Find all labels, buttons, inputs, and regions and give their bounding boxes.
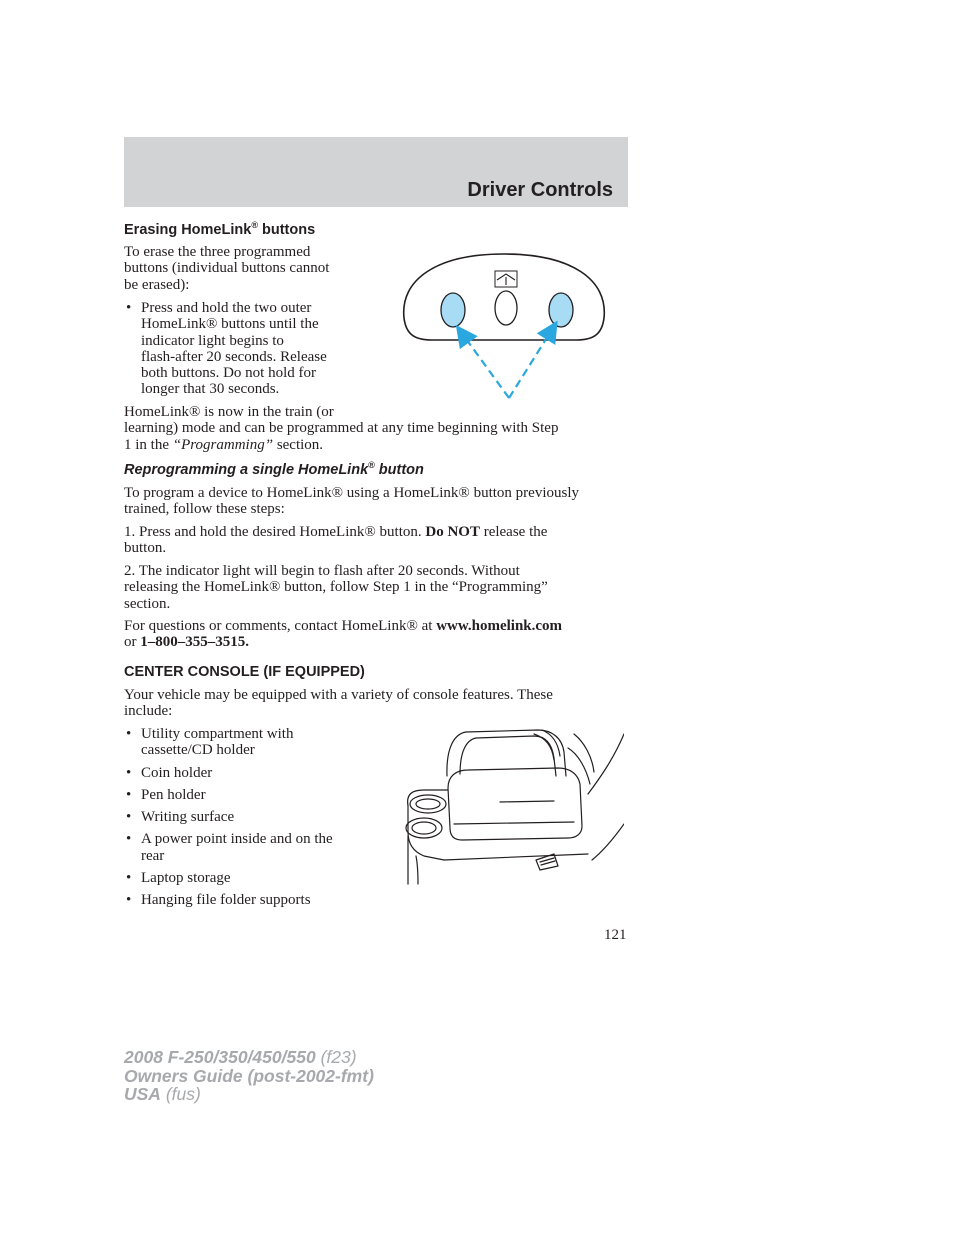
center-button (495, 291, 517, 325)
homelink-logo-icon (495, 271, 517, 287)
center-console-illustration (402, 728, 624, 886)
reprogramming-heading: Reprogramming a single HomeLink® button (124, 460, 424, 478)
list-item: • A power point inside and on the rear (124, 831, 333, 864)
footer-doc-info: 2008 F-250/350/450/550 (f23) Owners Guide (post-2002-fmt) USA (fus) (124, 1047, 374, 1104)
homelink-url: www.homelink.com (436, 618, 563, 634)
console-feature-list (124, 726, 333, 909)
header-band (124, 137, 628, 207)
step-2: 2. The indicator light will begin to flash after 20 seconds. Without releasing the HomeLink® button, follow Step 1 in the “Programming” section. (124, 563, 548, 612)
homelink-illustration (396, 250, 612, 406)
list-item: • Writing surface (124, 809, 333, 825)
list-item: • Pen holder (124, 787, 333, 803)
erasing-bullet: • Press and hold the two outer HomeLink® buttons until the indicator light begins to flash-after 20 seconds. Release both buttons. Do not hold for longer that 30 seconds. (124, 300, 954, 398)
list-item: • Laptop storage (124, 870, 333, 886)
contact-info: For questions or comments, contact HomeLink® at www.homelink.com or 1–800–355–3515. (124, 618, 563, 651)
list-item: • Utility compartment with cassette/CD holder (124, 726, 333, 759)
erasing-heading: Erasing HomeLink® buttons (124, 220, 316, 238)
left-arrow (461, 332, 509, 398)
erasing-intro: To erase the three programmed buttons (individual buttons cannot be erased): (124, 244, 330, 293)
list-item: • Coin holder (124, 765, 333, 781)
list-item: • Hanging file folder supports (124, 892, 333, 908)
erasing-after-text: HomeLink® is now in the train (or learning) mode and can be programmed at any time beginning with Step 1 in the “Programming” section. (124, 404, 559, 453)
left-button (441, 293, 465, 327)
right-button (549, 293, 573, 327)
console-heading: CENTER CONSOLE (IF EQUIPPED) (124, 664, 365, 680)
page-number: 121 (604, 927, 627, 943)
step-1: 1. Press and hold the desired HomeLink® button. Do NOT release the button. (124, 524, 548, 557)
reprogramming-intro: To program a device to HomeLink® using a HomeLink® button previously trained, follow these steps: (124, 485, 579, 518)
section-title: Driver Controls (467, 179, 613, 201)
homelink-phone: 1–800–355–3515. (140, 634, 249, 651)
console-intro: Your vehicle may be equipped with a variety of console features. These include: (124, 687, 553, 720)
